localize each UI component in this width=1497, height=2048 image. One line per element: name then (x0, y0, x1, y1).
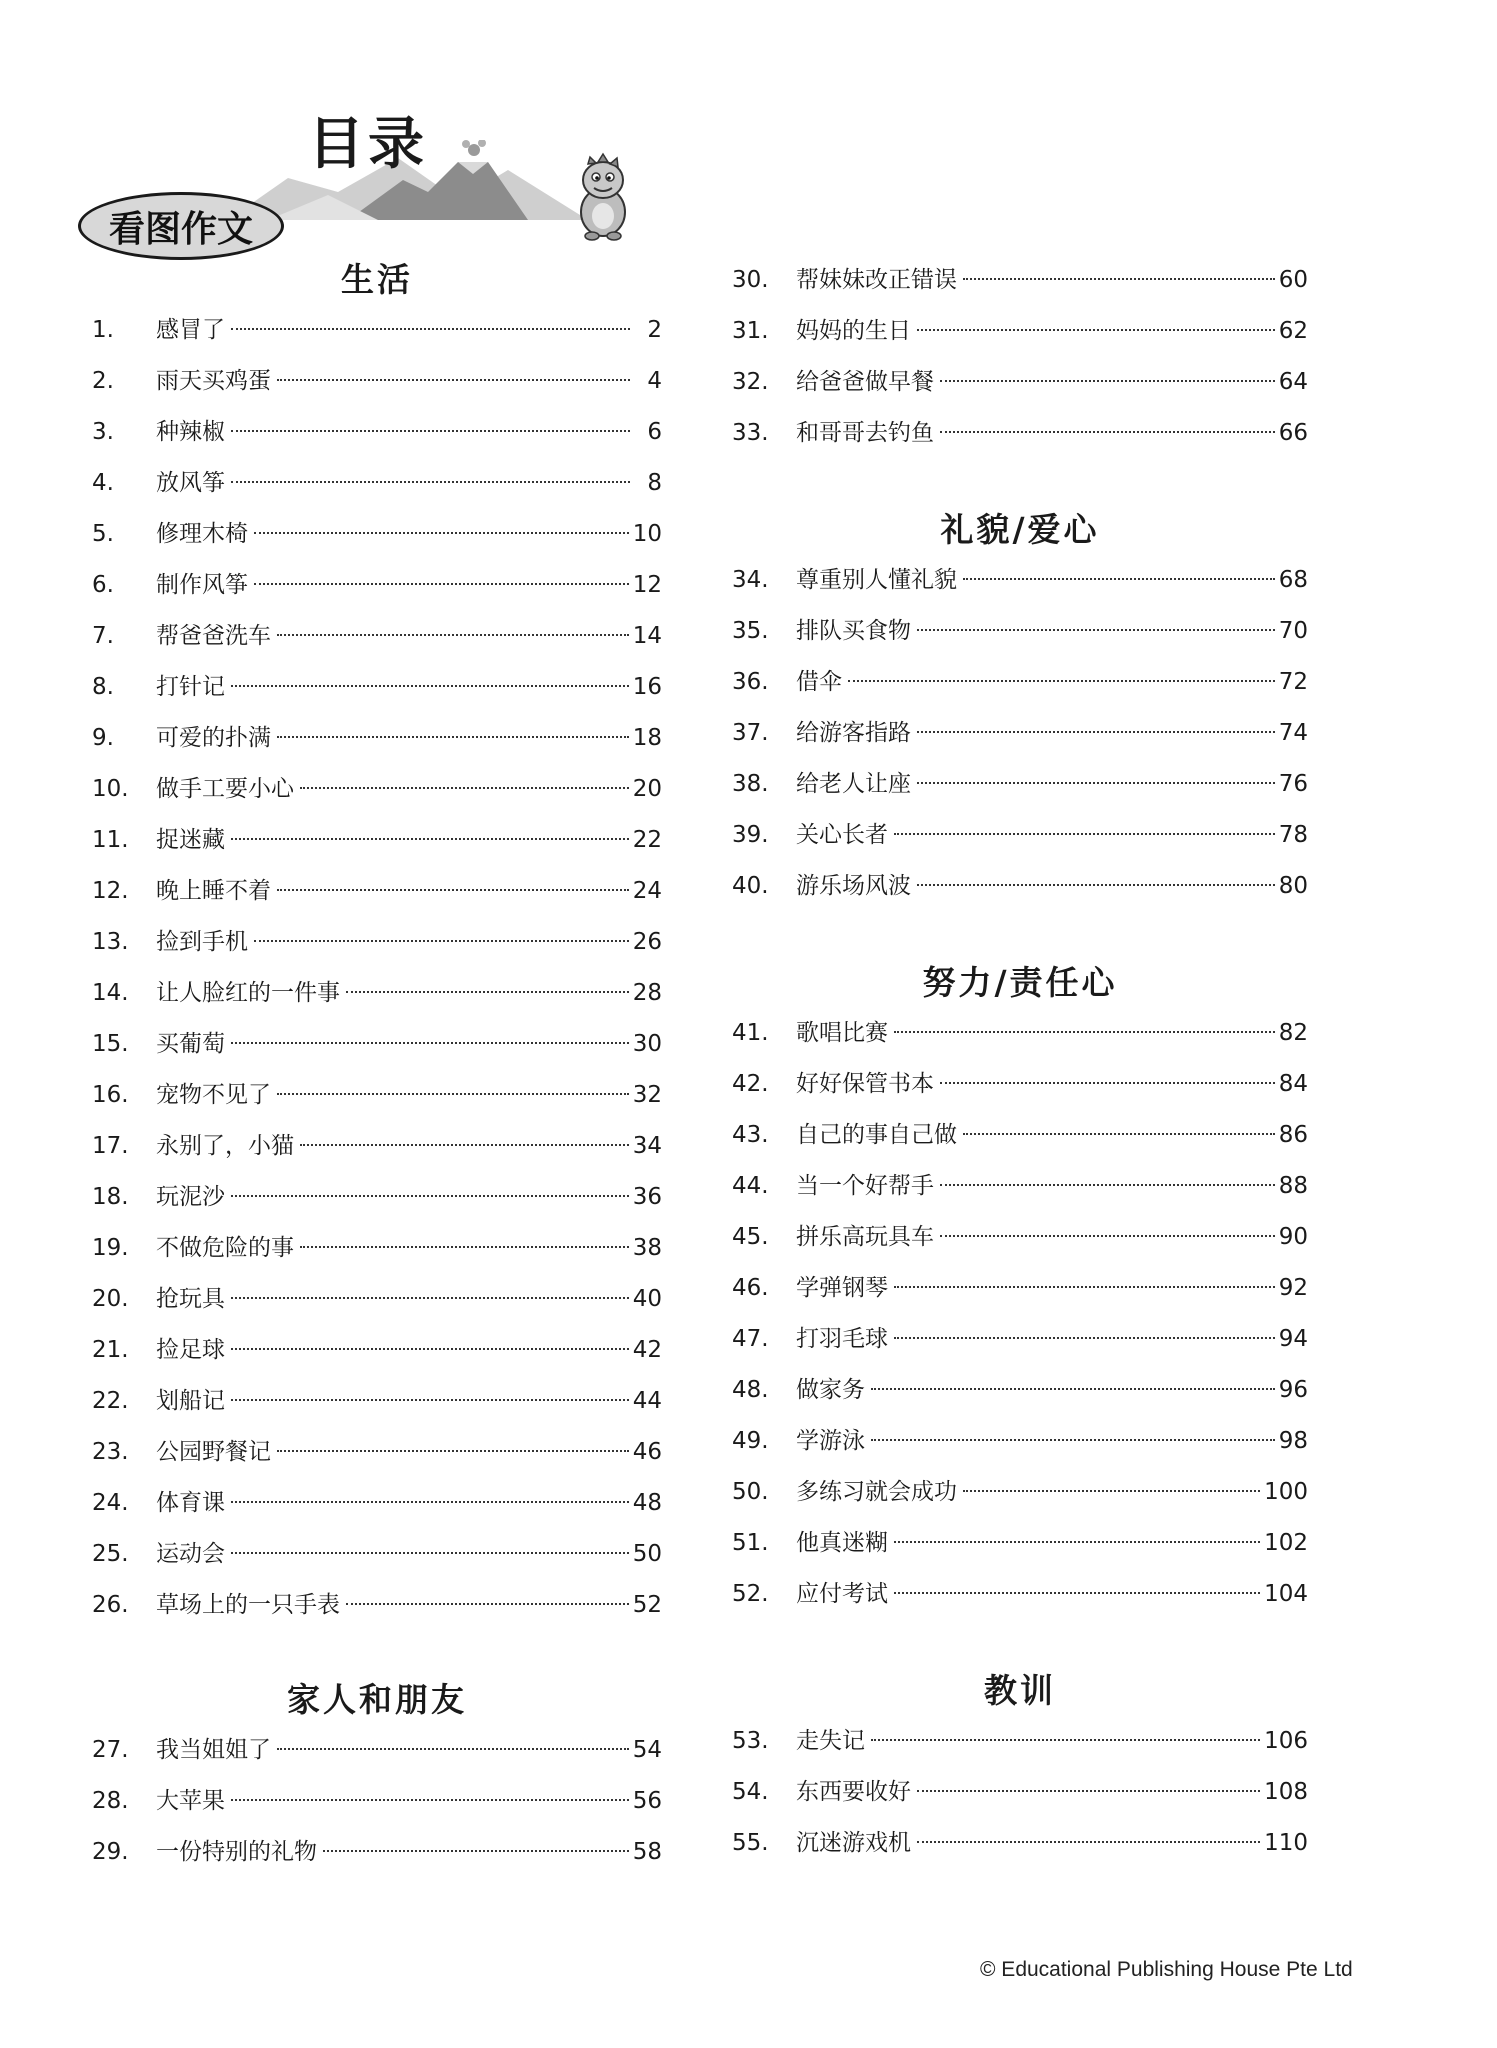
entry-title: 抢玩具 (156, 1286, 225, 1312)
entry-page-number: 104 (1264, 1581, 1308, 1607)
entry-title: 大苹果 (156, 1788, 225, 1814)
entry-page-number: 4 (647, 368, 662, 394)
section-list (92, 1725, 662, 1878)
entry-title: 他真迷糊 (796, 1530, 888, 1556)
dot-leader (277, 736, 629, 738)
entry-title: 多练习就会成功 (796, 1479, 957, 1505)
dot-leader (940, 1082, 1275, 1084)
section-list (732, 555, 1308, 912)
toc-entry[interactable] (92, 1325, 662, 1376)
section-badge: 看图作文 (78, 192, 284, 260)
entry-page-number: 40 (632, 1286, 662, 1312)
entry-page-number: 72 (1278, 669, 1308, 695)
toc-entry[interactable] (732, 1008, 1308, 1059)
toc-entry[interactable] (732, 1059, 1308, 1110)
entry-title: 排队买食物 (796, 618, 911, 644)
entry-page-number: 106 (1264, 1728, 1308, 1754)
entry-page-number: 98 (1278, 1428, 1308, 1454)
entry-number: 30. (732, 267, 769, 293)
entry-page-number: 80 (1278, 873, 1308, 899)
entry-title: 买葡萄 (156, 1031, 225, 1057)
dot-leader (940, 1235, 1275, 1237)
entry-number: 17. (92, 1133, 129, 1159)
entry-number: 32. (732, 369, 769, 395)
toc-entry[interactable] (92, 1019, 662, 1070)
toc-entry[interactable] (92, 1529, 662, 1580)
toc-entry[interactable] (732, 357, 1308, 408)
entry-title: 游乐场风波 (796, 873, 911, 899)
toc-entry[interactable] (92, 1376, 662, 1427)
toc-entry[interactable] (92, 662, 662, 713)
dot-leader (963, 1490, 1260, 1492)
dot-leader (254, 532, 629, 534)
entry-page-number: 12 (632, 572, 662, 598)
entry-title: 沉迷游戏机 (796, 1830, 911, 1856)
entry-title: 让人脸红的一件事 (156, 980, 340, 1006)
entry-number: 15. (92, 1031, 129, 1057)
toc-entry[interactable] (732, 1365, 1308, 1416)
toc-entry[interactable] (92, 1274, 662, 1325)
toc-entry[interactable] (732, 810, 1308, 861)
dot-leader (917, 1790, 1260, 1792)
dot-leader (254, 940, 629, 942)
section-list (732, 1716, 1308, 1869)
dot-leader (231, 685, 629, 687)
toc-entry[interactable] (732, 1263, 1308, 1314)
entry-number: 41. (732, 1020, 769, 1046)
entry-title: 捉迷藏 (156, 827, 225, 853)
dot-leader (894, 1286, 1275, 1288)
dot-leader (231, 1297, 629, 1299)
entry-title: 学游泳 (796, 1428, 865, 1454)
dot-leader (323, 1850, 629, 1852)
entry-title: 歌唱比赛 (796, 1020, 888, 1046)
toc-entry[interactable] (92, 1776, 662, 1827)
entry-number: 55. (732, 1830, 769, 1856)
entry-page-number: 88 (1278, 1173, 1308, 1199)
entry-page-number: 46 (632, 1439, 662, 1465)
toc-entry[interactable] (732, 306, 1308, 357)
entry-page-number: 60 (1278, 267, 1308, 293)
dot-leader (231, 430, 630, 432)
entry-page-number: 8 (647, 470, 662, 496)
dot-leader (231, 481, 630, 483)
entry-page-number: 86 (1278, 1122, 1308, 1148)
entry-number: 38. (732, 771, 769, 797)
toc-entry[interactable] (92, 611, 662, 662)
entry-number: 50. (732, 1479, 769, 1505)
toc-entry[interactable] (732, 555, 1308, 606)
section-title: 生活 (341, 260, 413, 299)
dot-leader (231, 328, 630, 330)
entry-number: 47. (732, 1326, 769, 1352)
entry-page-number: 24 (632, 878, 662, 904)
toc-entry[interactable] (92, 560, 662, 611)
entry-number: 27. (92, 1737, 129, 1763)
dot-leader (300, 1144, 629, 1146)
entry-number: 21. (92, 1337, 129, 1363)
entry-page-number: 92 (1278, 1275, 1308, 1301)
dot-leader (871, 1739, 1260, 1741)
dot-leader (940, 380, 1275, 382)
entry-page-number: 84 (1278, 1071, 1308, 1097)
entry-title: 给游客指路 (796, 720, 911, 746)
toc-entry[interactable] (92, 1121, 662, 1172)
entry-page-number: 36 (632, 1184, 662, 1210)
entry-title: 借伞 (796, 669, 842, 695)
entry-number: 10. (92, 776, 129, 802)
entry-number: 39. (732, 822, 769, 848)
entry-title: 不做危险的事 (156, 1235, 294, 1261)
entry-number: 53. (732, 1728, 769, 1754)
header (78, 100, 668, 260)
entry-title: 好好保管书本 (796, 1071, 934, 1097)
entry-number: 3. (92, 419, 114, 445)
toc-entry[interactable] (732, 1161, 1308, 1212)
entry-title: 雨天买鸡蛋 (156, 368, 271, 394)
section-list (732, 255, 1308, 459)
dot-leader (231, 1195, 629, 1197)
dot-leader (848, 680, 1275, 682)
entry-title: 打羽毛球 (796, 1326, 888, 1352)
entry-page-number: 66 (1278, 420, 1308, 446)
dot-leader (894, 1592, 1260, 1594)
toc-entry[interactable] (732, 708, 1308, 759)
entry-number: 25. (92, 1541, 129, 1567)
entry-title: 捡足球 (156, 1337, 225, 1363)
entry-page-number: 108 (1264, 1779, 1308, 1805)
toc-entry[interactable] (92, 1070, 662, 1121)
entry-title: 和哥哥去钓鱼 (796, 420, 934, 446)
dot-leader (894, 1337, 1275, 1339)
dot-leader (277, 1450, 629, 1452)
entry-page-number: 34 (632, 1133, 662, 1159)
entry-page-number: 68 (1278, 567, 1308, 593)
dot-leader (963, 578, 1275, 580)
entry-title: 关心长者 (796, 822, 888, 848)
toc-entry[interactable] (732, 408, 1308, 459)
toc-right-column (732, 255, 1308, 1869)
entry-number: 35. (732, 618, 769, 644)
entry-title: 自己的事自己做 (796, 1122, 957, 1148)
entry-page-number: 22 (632, 827, 662, 853)
dot-leader (346, 1603, 629, 1605)
entry-page-number: 50 (632, 1541, 662, 1567)
entry-number: 44. (732, 1173, 769, 1199)
dot-leader (231, 1501, 629, 1503)
toc-entry[interactable] (732, 861, 1308, 912)
toc-entry[interactable] (92, 1427, 662, 1478)
entry-title: 帮爸爸洗车 (156, 623, 271, 649)
entry-number: 19. (92, 1235, 129, 1261)
toc-entry[interactable] (732, 606, 1308, 657)
entry-number: 18. (92, 1184, 129, 1210)
toc-entry[interactable] (92, 305, 662, 356)
entry-number: 31. (732, 318, 769, 344)
toc-entry[interactable] (92, 509, 662, 560)
toc-entry[interactable] (732, 657, 1308, 708)
entry-title: 学弹钢琴 (796, 1275, 888, 1301)
entry-number: 54. (732, 1779, 769, 1805)
dot-leader (231, 838, 629, 840)
toc-entry[interactable] (92, 356, 662, 407)
entry-title: 体育课 (156, 1490, 225, 1516)
entry-title: 做手工要小心 (156, 776, 294, 802)
entry-number: 1. (92, 317, 114, 343)
entry-title: 制作风筝 (156, 572, 248, 598)
dot-leader (963, 278, 1275, 280)
entry-number: 28. (92, 1788, 129, 1814)
entry-page-number: 62 (1278, 318, 1308, 344)
dot-leader (917, 782, 1275, 784)
entry-title: 玩泥沙 (156, 1184, 225, 1210)
dot-leader (231, 1042, 629, 1044)
toc-entry[interactable] (92, 1827, 662, 1878)
dot-leader (346, 991, 629, 993)
entry-number: 9. (92, 725, 114, 751)
toc-entry[interactable] (732, 1314, 1308, 1365)
toc-entry[interactable] (92, 815, 662, 866)
dot-leader (940, 1184, 1275, 1186)
entry-page-number: 10 (632, 521, 662, 547)
entry-title: 帮妹妹改正错误 (796, 267, 957, 293)
entry-page-number: 52 (632, 1592, 662, 1618)
entry-number: 45. (732, 1224, 769, 1250)
entry-title: 当一个好帮手 (796, 1173, 934, 1199)
entry-title: 一份特别的礼物 (156, 1839, 317, 1865)
dot-leader (894, 1541, 1260, 1543)
toc-entry[interactable] (732, 759, 1308, 810)
toc-entry[interactable] (92, 1725, 662, 1776)
entry-title: 东西要收好 (796, 1779, 911, 1805)
entry-page-number: 16 (632, 674, 662, 700)
entry-title: 做家务 (796, 1377, 865, 1403)
entry-number: 22. (92, 1388, 129, 1414)
section-title: 家人和朋友 (287, 1680, 467, 1719)
section-list (92, 305, 662, 1631)
entry-page-number: 76 (1278, 771, 1308, 797)
dot-leader (231, 1799, 629, 1801)
entry-number: 4. (92, 470, 114, 496)
entry-page-number: 90 (1278, 1224, 1308, 1250)
entry-number: 2. (92, 368, 114, 394)
entry-page-number: 102 (1264, 1530, 1308, 1556)
entry-number: 49. (732, 1428, 769, 1454)
entry-page-number: 42 (632, 1337, 662, 1363)
dot-leader (300, 1246, 629, 1248)
entry-title: 给爸爸做早餐 (796, 369, 934, 395)
dot-leader (231, 1348, 629, 1350)
dot-leader (894, 1031, 1275, 1033)
entry-number: 6. (92, 572, 114, 598)
entry-number: 29. (92, 1839, 129, 1865)
entry-page-number: 110 (1264, 1830, 1308, 1856)
dot-leader (917, 884, 1275, 886)
entry-number: 11. (92, 827, 129, 853)
entry-page-number: 14 (632, 623, 662, 649)
entry-page-number: 18 (632, 725, 662, 751)
entry-page-number: 56 (632, 1788, 662, 1814)
entry-page-number: 64 (1278, 369, 1308, 395)
entry-title: 打针记 (156, 674, 225, 700)
entry-title: 草场上的一只手表 (156, 1592, 340, 1618)
dot-leader (231, 1399, 629, 1401)
copyright-footer: © Educational Publishing House Pte Ltd (980, 1958, 1353, 1981)
entry-page-number: 2 (647, 317, 662, 343)
dot-leader (277, 379, 630, 381)
entry-title: 放风筝 (156, 470, 225, 496)
entry-number: 13. (92, 929, 129, 955)
dot-leader (963, 1133, 1275, 1135)
section-title: 教训 (984, 1671, 1056, 1710)
entry-page-number: 82 (1278, 1020, 1308, 1046)
entry-page-number: 78 (1278, 822, 1308, 848)
dot-leader (231, 1552, 629, 1554)
entry-title: 捡到手机 (156, 929, 248, 955)
section-title: 努力/责任心 (922, 963, 1118, 1002)
entry-page-number: 26 (632, 929, 662, 955)
toc-entry[interactable] (92, 407, 662, 458)
toc-entry[interactable] (92, 458, 662, 509)
entry-page-number: 30 (632, 1031, 662, 1057)
dot-leader (277, 1093, 629, 1095)
entry-number: 48. (732, 1377, 769, 1403)
toc-entry[interactable] (732, 255, 1308, 306)
dot-leader (894, 833, 1275, 835)
entry-number: 52. (732, 1581, 769, 1607)
entry-number: 24. (92, 1490, 129, 1516)
entry-title: 感冒了 (156, 317, 225, 343)
entry-number: 40. (732, 873, 769, 899)
entry-number: 33. (732, 420, 769, 446)
entry-page-number: 6 (647, 419, 662, 445)
entry-title: 划船记 (156, 1388, 225, 1414)
toc-entry[interactable] (732, 1110, 1308, 1161)
entry-number: 7. (92, 623, 114, 649)
entry-page-number: 96 (1278, 1377, 1308, 1403)
toc-entry[interactable] (92, 1172, 662, 1223)
entry-page-number: 74 (1278, 720, 1308, 746)
dot-leader (940, 431, 1275, 433)
entry-number: 23. (92, 1439, 129, 1465)
entry-page-number: 28 (632, 980, 662, 1006)
entry-title: 种辣椒 (156, 419, 225, 445)
dot-leader (254, 583, 629, 585)
entry-page-number: 100 (1264, 1479, 1308, 1505)
toc-entry[interactable] (732, 1518, 1308, 1569)
toc-entry[interactable] (732, 1767, 1308, 1818)
entry-number: 16. (92, 1082, 129, 1108)
entry-number: 51. (732, 1530, 769, 1556)
entry-number: 12. (92, 878, 129, 904)
toc-entry[interactable] (92, 968, 662, 1019)
entry-number: 14. (92, 980, 129, 1006)
dot-leader (917, 629, 1275, 631)
entry-title: 尊重别人懂礼貌 (796, 567, 957, 593)
entry-page-number: 38 (632, 1235, 662, 1261)
entry-page-number: 54 (632, 1737, 662, 1763)
toc-entry[interactable] (92, 866, 662, 917)
toc-entry[interactable] (92, 917, 662, 968)
entry-number: 20. (92, 1286, 129, 1312)
entry-number: 42. (732, 1071, 769, 1097)
entry-page-number: 94 (1278, 1326, 1308, 1352)
entry-title: 妈妈的生日 (796, 318, 911, 344)
toc-entry[interactable] (92, 1478, 662, 1529)
entry-title: 公园野餐记 (156, 1439, 271, 1465)
entry-number: 43. (732, 1122, 769, 1148)
entry-number: 26. (92, 1592, 129, 1618)
toc-entry[interactable] (92, 1580, 662, 1631)
entry-page-number: 32 (632, 1082, 662, 1108)
dot-leader (917, 731, 1275, 733)
entry-title: 应付考试 (796, 1581, 888, 1607)
toc-entry[interactable] (732, 1212, 1308, 1263)
entry-number: 8. (92, 674, 114, 700)
section-list (732, 1008, 1308, 1620)
dot-leader (300, 787, 629, 789)
entry-title: 我当姐姐了 (156, 1737, 271, 1763)
entry-title: 可爱的扑满 (156, 725, 271, 751)
toc-left-column (92, 255, 662, 1878)
entry-title: 永别了，小猫 (156, 1133, 294, 1159)
dot-leader (277, 1748, 629, 1750)
entry-page-number: 58 (632, 1839, 662, 1865)
entry-number: 36. (732, 669, 769, 695)
entry-number: 37. (732, 720, 769, 746)
toc-entry[interactable] (92, 713, 662, 764)
toc-entry[interactable] (732, 1416, 1308, 1467)
entry-title: 晚上睡不着 (156, 878, 271, 904)
entry-page-number: 70 (1278, 618, 1308, 644)
dot-leader (871, 1439, 1275, 1441)
entry-page-number: 20 (632, 776, 662, 802)
dot-leader (277, 634, 629, 636)
toc-entry[interactable] (732, 1467, 1308, 1518)
toc-entry[interactable] (732, 1818, 1308, 1869)
section-title: 礼貌/爱心 (940, 510, 1100, 549)
toc-entry[interactable] (732, 1716, 1308, 1767)
entry-title: 宠物不见了 (156, 1082, 271, 1108)
entry-title: 运动会 (156, 1541, 225, 1567)
toc-entry[interactable] (732, 1569, 1308, 1620)
dot-leader (871, 1388, 1275, 1390)
entry-title: 给老人让座 (796, 771, 911, 797)
toc-entry[interactable] (92, 764, 662, 815)
entry-title: 拼乐高玩具车 (796, 1224, 934, 1250)
entry-title: 走失记 (796, 1728, 865, 1754)
entry-number: 46. (732, 1275, 769, 1301)
dot-leader (917, 1841, 1260, 1843)
entry-page-number: 48 (632, 1490, 662, 1516)
toc-entry[interactable] (92, 1223, 662, 1274)
entry-title: 修理木椅 (156, 521, 248, 547)
entry-page-number: 44 (632, 1388, 662, 1414)
dot-leader (277, 889, 629, 891)
dinosaur-mascot (568, 152, 638, 242)
entry-number: 34. (732, 567, 769, 593)
entry-number: 5. (92, 521, 114, 547)
dot-leader (917, 329, 1275, 331)
page-title: 目录 (308, 112, 428, 177)
